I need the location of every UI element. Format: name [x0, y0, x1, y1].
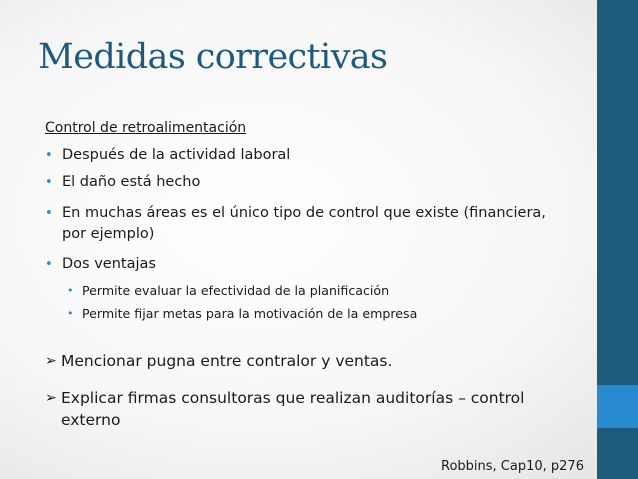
arrow-item: ➢ Mencionar pugna entre contralor y ventas. [45, 352, 393, 370]
arrow-item: ➢ Explicar firmas consultoras que realizan auditorías – control externo [45, 389, 525, 429]
sub-bullet-item: • Permite evaluar la efectividad de la planificación [67, 283, 390, 298]
citation: Robbins, Cap10, p276 [441, 459, 584, 474]
bullet-item: • En muchas áreas es el único tipo de control que existe (financiera, por ejemplo) [45, 205, 546, 242]
slide-title: Medidas correctivas [38, 37, 388, 77]
arrow-right-icon: ➢ [45, 390, 57, 406]
bullet-item: • El daño está hecho [45, 172, 552, 193]
bullet-dot-icon: • [45, 257, 53, 272]
bullet-dot-icon: • [45, 175, 53, 190]
sidebar-accent-block [597, 385, 638, 428]
bullet-dot-icon: • [45, 148, 53, 163]
bullet-dot-icon: • [45, 206, 53, 221]
bullet-dot-icon: • [67, 307, 74, 320]
bullet-dot-icon: • [67, 284, 74, 297]
section-heading: Control de retroalimentación [45, 120, 247, 136]
arrow-right-icon: ➢ [45, 353, 57, 369]
sub-bullet-item: • Permite fijar metas para la motivación de la empresa [67, 306, 418, 321]
bullet-item: • Dos ventajas [45, 254, 552, 275]
bullet-item: • Después de la actividad laboral [45, 145, 552, 166]
